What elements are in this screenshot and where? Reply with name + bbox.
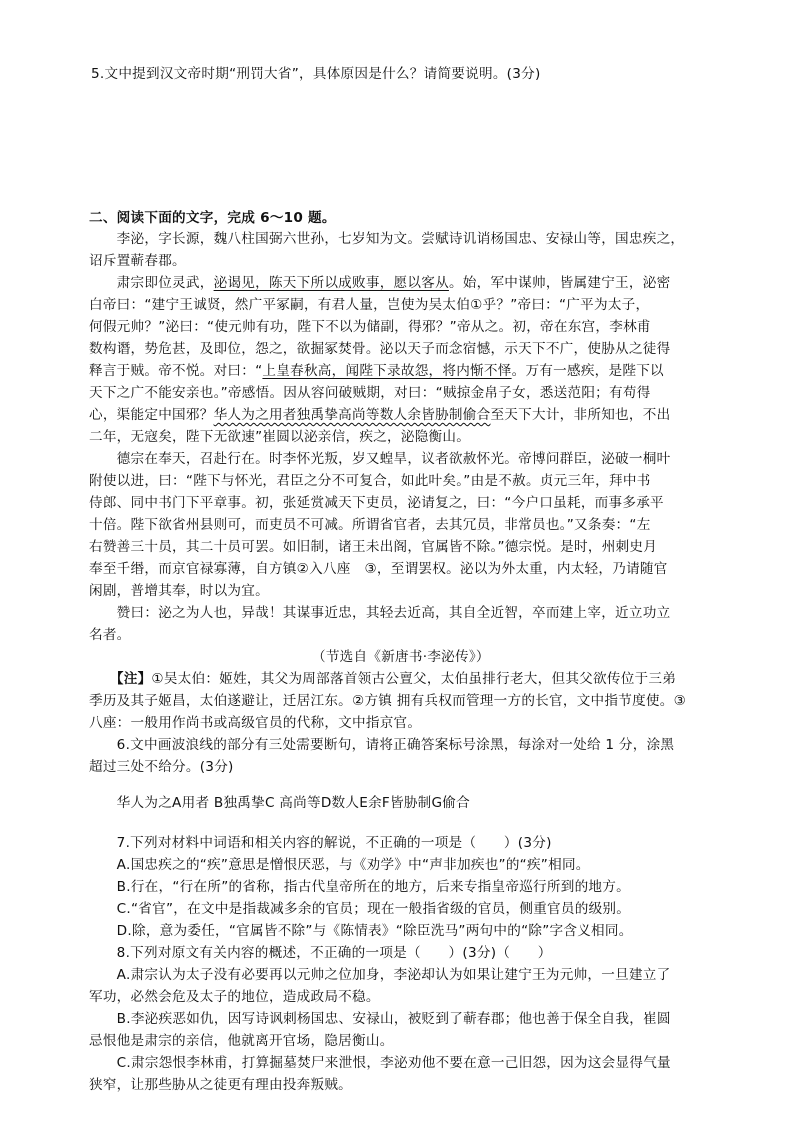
passage-p2-line8: 二年，无寇矣，陛下无欲速”崔圆以泌亲信，疾之，泌隐衡山。 [89,429,471,445]
passage-p3-line1: 德宗在奉天，召赴行在。时李怀光叛，岁又蝗旱，议者欲赦怀光。帝博问群臣，泌破一桐叶 [89,451,671,467]
question-7-option-a: A.国忠疾之的“疾”意思是憎恨厌恶，与《劝学》中“声非加疾也”的“疾”相同。 [89,857,590,873]
passage-p4-line2: 名者。 [89,627,131,643]
question-8-option-c-line2: 狭窄，让那些胁从之徒更有理由投奔叛贼。 [89,1077,353,1093]
question-8-stem: 8.下列对原文有关内容的概述，不正确的一项是（ ）(3分)（ ） [89,945,552,961]
question-7-option-d: D.除，意为委任，“官属皆不除”与《陈情表》“除臣洗马”两句中的“除”字含义相同。 [89,923,633,939]
passage-p2-line6: 天下之广不能安亲也。”帝感悟。因从容问破贼期，对曰：“贼掠金帛子女，悉送范阳；有苟得 [89,385,651,401]
passage-p2-line3: 何假元帅？”泌曰：“使元帅有功，陛下不以为储副，得邪？”帝从之。初，帝在东宫，李林甫 [89,319,651,335]
p2-line1-end: 。始，军中谋帅，皆属建宁王，泌密 [448,275,671,291]
passage-p2-line4: 数构谮，势危甚，及即位，怨之，欲掘冢焚骨。泌以天子而念宿憾，示天下不广，使胁从之徒得 [89,341,671,357]
passage-p2-line5 [89,360,664,382]
question-5: 5.文中提到汉文帝时期“刑罚大省”，具体原因是什么？请简要说明。(3分) [91,66,541,82]
p2-line5-start: 释言于贼。帝不悦。对曰：“ [89,363,263,379]
passage-p4-line1: 赞曰：泌之为人也，异哉！其谋事近忠，其轻去近高，其自全近智，卒而建上宰，近立功立 [89,605,671,621]
question-6-options: 华人为之A用者 B独禹挚C 高尚等D数人E余F皆胁制G偷合 [89,795,470,811]
note-text-1: ①吴太伯：姬姓，其父为周部落首领古公亶父，太伯虽排行老大，但其父欲传位于三弟 [151,671,677,687]
question-7-option-b: B.行在，“行在所”的省称，指古代皇帝所在的地方，后来专指皇帝巡行所到的地方。 [89,879,630,895]
passage-p1-line1: 李泌，字长源，魏八柱国弼六世孙，七岁知为文。尝赋诗讥诮杨国忠、安禄山等，国忠疾之， [89,231,685,247]
p2-line1-start: 肃宗即位灵武， [89,275,214,291]
passage-p3-line5: 右赞善三十员，其二十员可罢。如旧制，诸王未出阁，官属皆不除。”德宗悦。是时，州刺史月 [89,539,658,555]
note-line1 [89,668,676,690]
passage-p1-line2: 诏斥置蕲春郡。 [89,253,186,269]
passage-p3-line3: 侍郎、同中书门下平章事。初，张延赏减天下吏员，泌请复之，曰：“今户口虽耗，而事多承平 [89,495,664,511]
note-label: 【注】 [116,671,152,687]
question-6-line2: 超过三处不给分。(3分) [89,759,234,775]
passage-p3-line7: 闲剧，普增其奉，时以为宜。 [89,583,269,599]
question-7-stem: 7.下列对材料中词语和相关内容的解说，不正确的一项是（ ）(3分) [89,835,552,851]
wavy-underlined-sentence: 华人为之用者独禹挚高尚等数人余皆胁制偷合 [213,407,491,423]
section-2-heading: 二、阅读下面的文字，完成 6～10 题。 [89,210,336,226]
question-8-option-b-line1: B.李泌疾恶如仇，因写诗讽刺杨国忠、安禄山，被贬到了蕲春郡；他也善于保全自我，崔圆 [89,1011,671,1027]
question-6-line1: 6.文中画波浪线的部分有三处需要断句，请将正确答案标号涂黑，每涂对一处给 1 分，涂黑 [89,737,675,753]
question-7-option-c: C.“省官”，在文中是指裁减多余的官员；现在一般指省级的官员，侧重官员的级别。 [89,901,631,917]
passage-p3-line2: 附使以进，曰：“陛下与怀光，君臣之分不可复合，如此叶矣。”由是不赦。贞元三年，拜中书 [89,473,651,489]
passage-p2-line7 [89,404,670,426]
question-8-option-b-line2: 忌恨他是肃宗的亲信，他就离开官场，隐居衡山。 [89,1033,394,1049]
underlined-sentence-2: 上皇春秋高，闻陛下录故怨，将内惭不怿 [262,363,512,379]
passage-p2-line2: 白帝曰：“建宁王诚贤，然广平冢嗣，有君人量，岂使为吴太伯①乎？”帝曰：“广平为太子， [89,297,650,313]
passage-p3-line6: 奉至千缗，而京官禄寡薄，自方镇②入八座 ③，至谓罢权。泌以为外太重，内太轻，乃请随官 [89,561,668,577]
note-line2: 季历及其子姬昌，太伯遂避让，迁居江东。②方镇 拥有兵权而管理一方的长官，文中指节度使。③ [89,693,687,709]
p2-line5-end: 。万有一感疾，是陛下以 [511,363,664,379]
question-8-option-c-line1: C.肃宗怨恨李林甫，打算掘墓焚尸来泄恨，李泌劝他不要在意一己旧怨，因为这会显得气量 [89,1055,671,1071]
question-8-option-a-line1: A.肃宗认为太子没有必要再以元帅之位加身，李泌却认为如果让建宁王为元帅，一旦建立了 [89,967,671,983]
p2-line7-start: 心，渠能定中国邪？ [89,407,214,423]
underlined-sentence-1: 泌谒见，陈天下所以成败事，愿以客从 [213,275,449,291]
passage-p3-line4: 十倍。陛下欲省州县则可，而吏员不可减。所谓省官者，去其冗员，非常员也。”又条奏：“左 [89,517,651,533]
passage-p2-line1 [89,272,670,294]
note-line3: 八座：一般用作尚书或高级官员的代称，文中指京官。 [89,715,422,731]
p2-line7-end: 至天下大计，非所知也，不出 [490,407,671,423]
question-8-option-a-line2: 军功，必然会危及太子的地位，造成政局不稳。 [89,989,380,1005]
source-citation: （节选自《新唐书·李泌传》） [312,649,490,665]
